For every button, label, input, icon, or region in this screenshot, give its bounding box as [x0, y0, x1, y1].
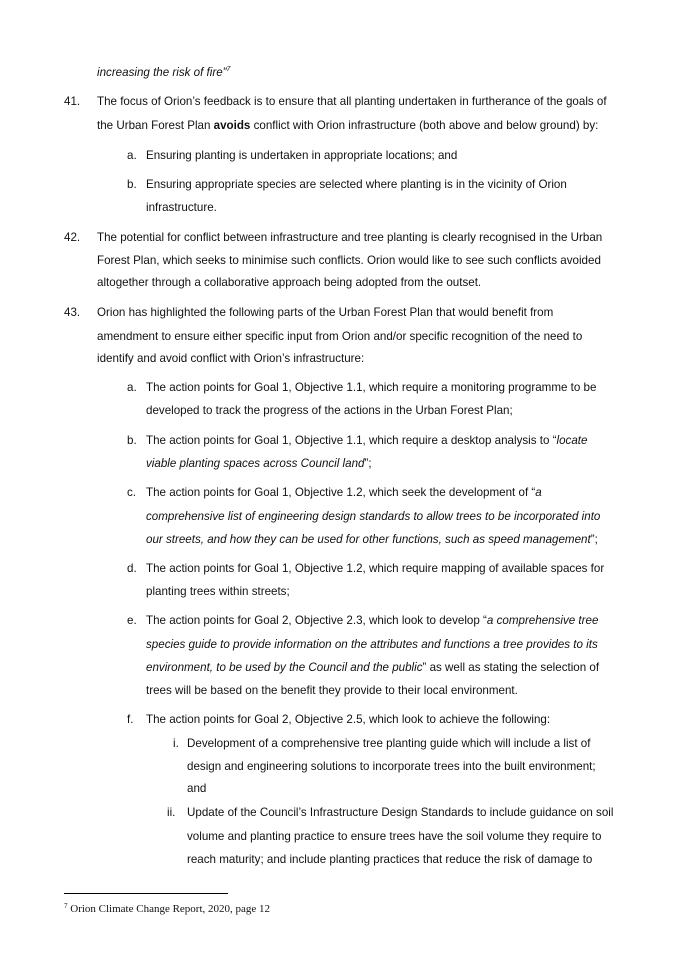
list-item-line: The action points for Goal 2, Objective 2.5, which look to achieve the following:: [146, 713, 551, 726]
list-item-line: The action points for Goal 2, Objective 2.3, which look to develop “a comprehensive tree: [146, 614, 599, 627]
list-item-line: Ensuring appropriate species are selected where planting is in the vicinity of Orion: [146, 178, 567, 191]
paragraph-number: 42.: [64, 231, 81, 244]
list-item-line: comprehensive list of engineering design standards to allow trees to be incorporated into: [146, 510, 601, 523]
sublist-label: i.: [173, 737, 179, 750]
list-item-line: trees will be based on the benefit they provide to their local environment.: [146, 684, 518, 697]
list-item-line: planting trees within streets;: [146, 585, 290, 598]
list-item-line: species guide to provide information on the attributes and functions a tree provides to its: [146, 638, 598, 651]
footnote: [64, 903, 270, 916]
list-label: a.: [127, 381, 137, 394]
paragraph-42-line: The potential for conflict between infrastructure and tree planting is clearly recognised in the Urban: [97, 231, 603, 244]
list-item-line: The action points for Goal 1, Objective 1.1, which require a desktop analysis to “locate: [146, 434, 588, 447]
footnote-text: Orion Climate Change Report, 2020, page 12: [70, 903, 271, 915]
list-label: c.: [127, 486, 137, 499]
sublist-item-line: volume and planting practice to ensure trees have the soil volume they require to: [187, 830, 602, 843]
sublist-item-line: reach maturity; and include planting practices that reduce the risk of damage to: [187, 853, 593, 866]
list-item-line: Ensuring planting is undertaken in appropriate locations; and: [146, 149, 458, 162]
paragraph-43-line: identify and avoid conflict with Orion’s infrastructure:: [97, 352, 365, 365]
sublist-label: ii.: [167, 806, 176, 819]
sublist-item-line: design and engineering solutions to incorporate trees into the built environment;: [187, 760, 596, 773]
list-item-line: developed to track the progress of the actions in the Urban Forest Plan;: [146, 404, 513, 417]
paragraph-43-line: Orion has highlighted the following parts of the Urban Forest Plan that would benefit from: [97, 306, 554, 319]
footnote-separator: [64, 893, 228, 894]
paragraph-43-line: amendment to ensure either specific input from Orion and/or specific recognition of the need to: [97, 330, 583, 343]
list-item-line: The action points for Goal 1, Objective 1.1, which require a monitoring programme to be: [146, 381, 597, 394]
paragraph-number: 43.: [64, 306, 81, 319]
footnote-reference: 7: [226, 66, 231, 73]
list-label: b.: [127, 178, 137, 191]
list-item-line: viable planting spaces across Council land”;: [146, 457, 372, 470]
list-item-line: environment, to be used by the Council and the public” as well as stating the selection of: [146, 661, 600, 674]
list-label: b.: [127, 434, 137, 447]
list-item-line: infrastructure.: [146, 201, 217, 214]
footnote-number: 7: [64, 902, 68, 910]
list-item-line: The action points for Goal 1, Objective 1.2, which require mapping of available spaces for: [146, 562, 605, 575]
intro-quote-end: increasing the risk of fire”$^7$: [97, 66, 231, 79]
paragraph-number: 41.: [64, 95, 81, 108]
paragraph-41-line: the Urban Forest Plan avoids conflict with Orion infrastructure (both above and below ground) by:: [97, 119, 599, 132]
list-label: e.: [127, 614, 137, 627]
sublist-item-line: and: [187, 782, 207, 795]
sublist-item-line: Update of the Council’s Infrastructure Design Standards to include guidance on soil: [187, 806, 614, 819]
paragraph-42-line: altogether through a collaborative approach being adopted from the outset.: [97, 276, 482, 289]
sublist-item-line: Development of a comprehensive tree planting guide which will include a list of: [187, 737, 591, 750]
list-label: d.: [127, 562, 137, 575]
paragraph-41-line: The focus of Orion’s feedback is to ensure that all planting undertaken in furtherance of the goals of: [97, 95, 607, 108]
paragraph-42-line: Forest Plan, which seeks to minimise such conflicts. Orion would like to see such conflicts avoided: [97, 254, 601, 267]
list-item-line: our streets, and how they can be used for other functions, such as speed management”;: [146, 533, 598, 546]
list-label: a.: [127, 149, 137, 162]
list-label: f.: [127, 713, 134, 726]
list-item-line: The action points for Goal 1, Objective 1.2, which seek the development of “a: [146, 486, 542, 499]
